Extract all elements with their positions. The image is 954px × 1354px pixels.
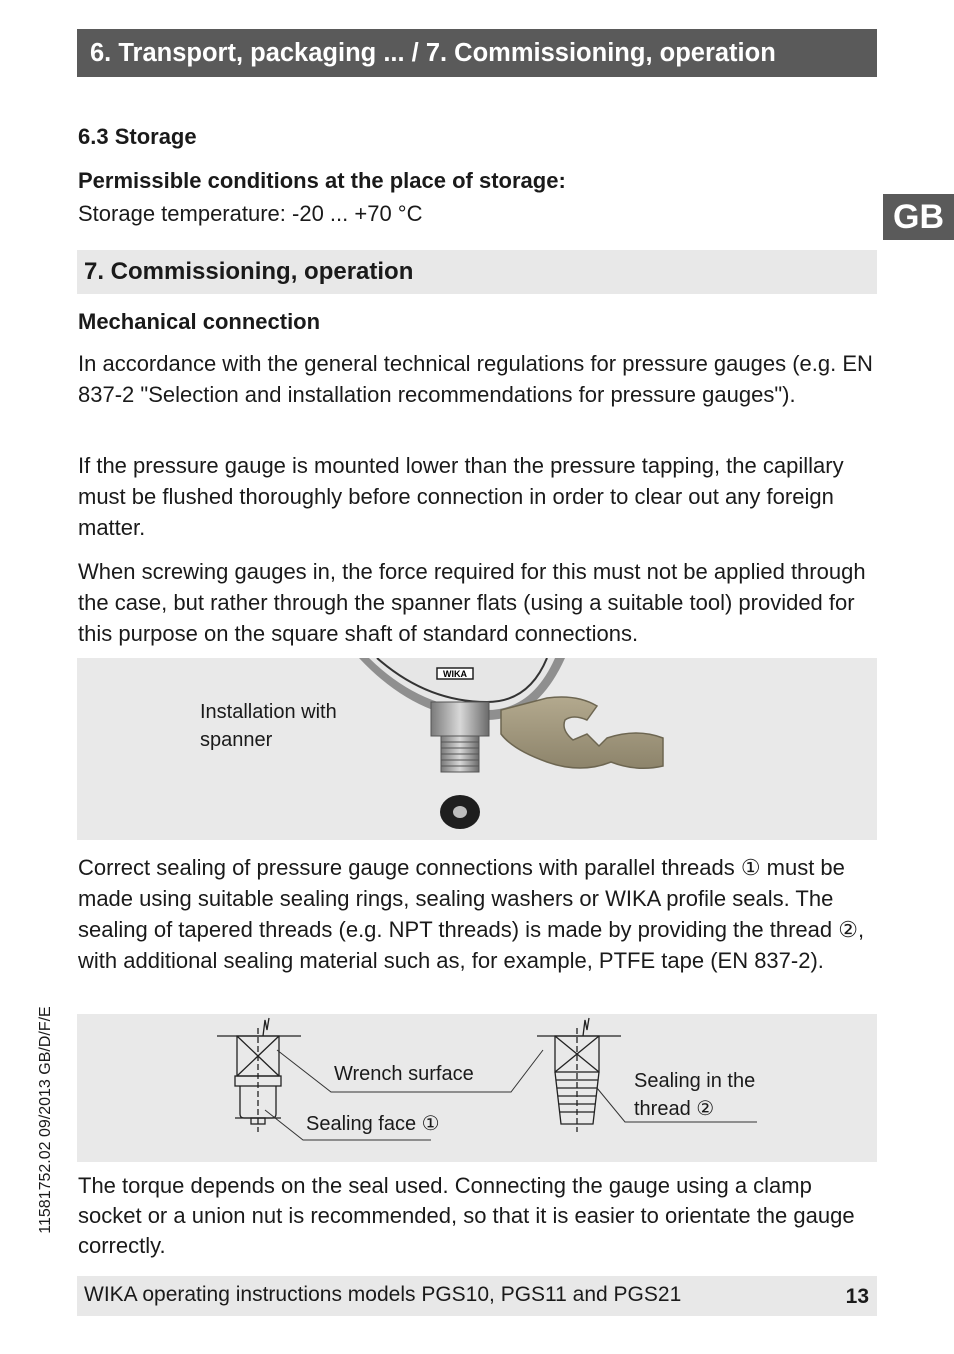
label-wrench-surface: Wrench surface	[334, 1063, 474, 1085]
paragraph-torque: The torque depends on the seal used. Connecting the gauge using a clamp socket or a union nut is recommended, so that it is easier to orientate the gauge correctly.	[78, 1173, 855, 1258]
page-footer	[77, 1276, 877, 1316]
figure-sealing-diagram	[77, 1014, 877, 1162]
paragraph-screwing: When screwing gauges in, the force required for this must not be applied through the case, but rather through the spanner flats (using a suitable tool) provided for this purpose on the square shaft of standard connections.	[78, 559, 866, 646]
storage-heading: 6.3 Storage	[78, 124, 197, 149]
gauge-and-spanner-illustration	[77, 658, 877, 840]
label-sealing-thread: Sealing in the thread ②	[634, 1070, 756, 1120]
label-sealing-face: Sealing face ①	[306, 1113, 440, 1135]
figure-installation	[77, 658, 877, 840]
section-heading-commissioning: 7. Commissioning, operation	[77, 250, 877, 294]
paragraph-sealing: Correct sealing of pressure gauge connections with parallel threads ① must be made using suitable sealing rings, sealing washers or WIKA profile seals. The sealing of tapered threads (e.g. NPT threads) is made by providing the thread ②, with additional sealing material such as, for example, PTFE tape (EN 837-2).	[78, 855, 865, 973]
mechanical-connection-heading: Mechanical connection	[78, 309, 321, 334]
language-tab: GB	[883, 194, 954, 240]
document-code: 11581752.02 09/2013 GB/D/F/E	[37, 1006, 54, 1234]
figure-installation-label: Installation with spanner	[200, 701, 337, 751]
footer-text: WIKA operating instructions models PGS10, PGS11 and PGS21	[84, 1283, 682, 1306]
dial-brand-text: WIKA	[443, 669, 467, 679]
storage-subheading: Permissible conditions at the place of storage:	[78, 168, 566, 193]
paragraph-regulations: In accordance with the general technical regulations for pressure gauges (e.g. EN 837-2 "Selection and installation recommendations for pressure gauges").	[78, 351, 873, 407]
page-header-bar: 6. Transport, packaging ... / 7. Commissioning, operation	[77, 29, 877, 77]
paragraph-capillary: If the pressure gauge is mounted lower than the pressure tapping, the capillary must be flushed thoroughly before connection in order to clear out any foreign matter.	[78, 453, 844, 540]
storage-temperature: Storage temperature: -20 ... +70 °C	[78, 201, 423, 226]
page-number: 13	[845, 1285, 869, 1308]
